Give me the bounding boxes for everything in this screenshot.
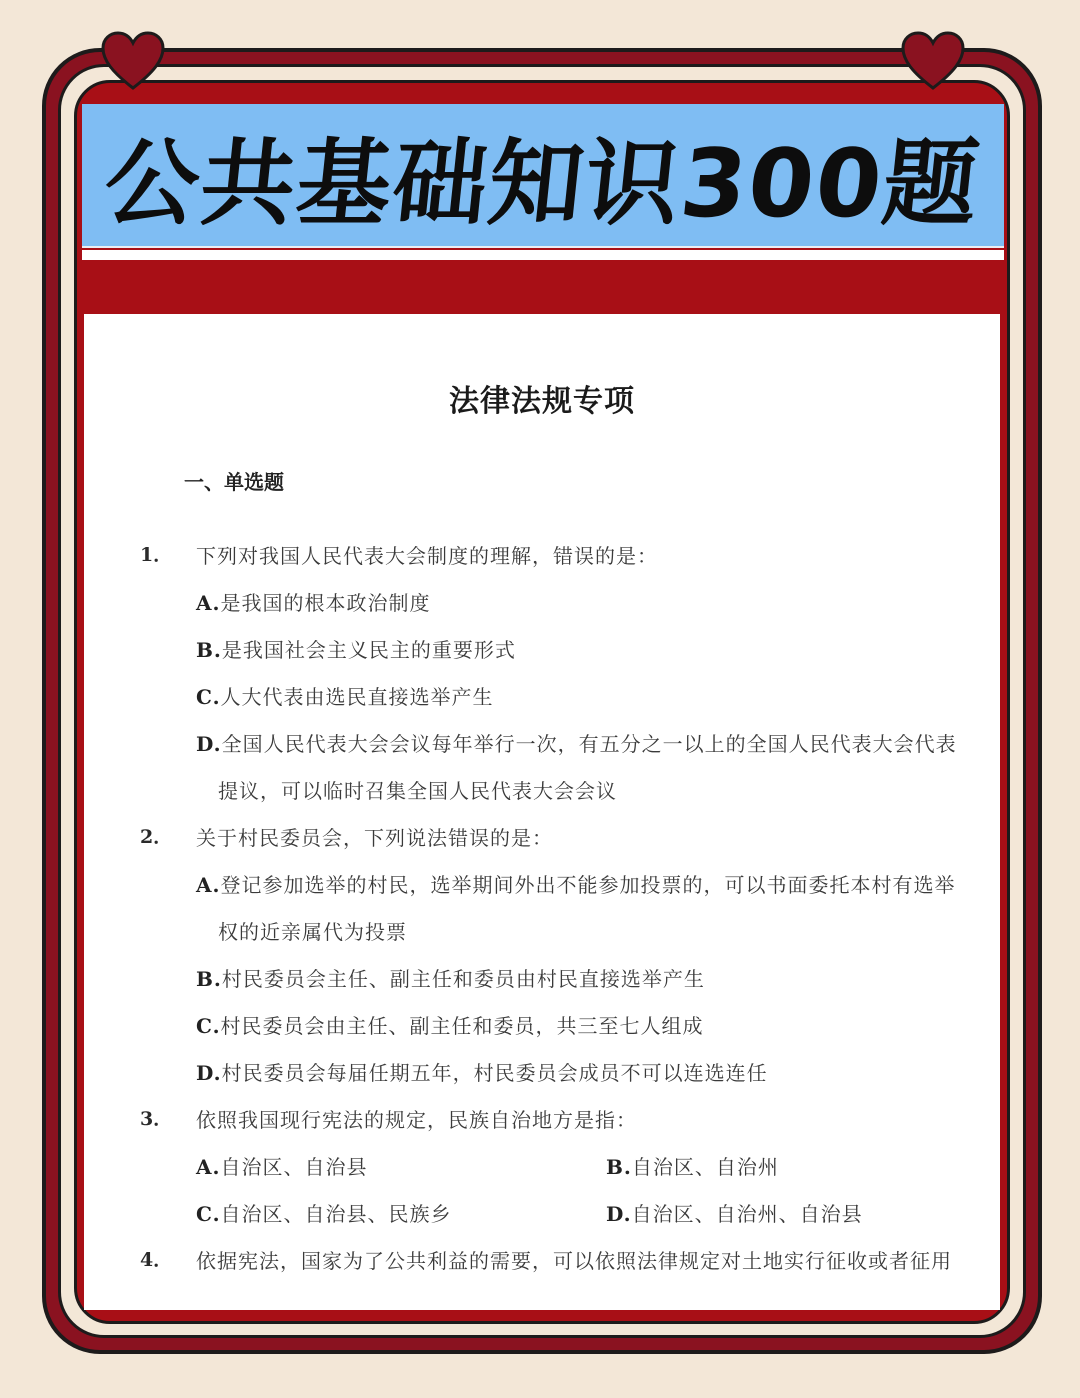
question-3-option-b: B.自治区、自治州 <box>606 1155 779 1179</box>
heart-right-icon <box>900 30 966 92</box>
question-4-number: 4． <box>140 1249 173 1271</box>
question-1-option-c: C.人大代表由选民直接选举产生 <box>196 685 494 709</box>
title-banner <box>82 104 1004 248</box>
question-2-option-a: A.登记参加选举的村民，选举期间外出不能参加投票的，可以书面委托本村有选举 <box>196 873 956 897</box>
question-3-text: 依照我国现行宪法的规定，民族自治地方是指： <box>196 1108 637 1132</box>
question-2-option-c: C.村民委员会由主任、副主任和委员，共三至七人组成 <box>196 1014 704 1038</box>
question-3-option-d: D.自治区、自治州、自治县 <box>606 1202 863 1226</box>
section-heading: 一、单选题 <box>184 470 284 494</box>
question-3-number: 3． <box>140 1108 173 1130</box>
question-1-option-d-continued: 提议，可以临时召集全国人民代表大会会议 <box>218 779 617 803</box>
document-page <box>84 314 1000 1310</box>
page-title: 公共基础知识300题 <box>99 129 985 239</box>
question-4-text: 依据宪法，国家为了公共利益的需要，可以依照法律规定对土地实行征收或者征用 <box>196 1249 952 1273</box>
question-2-option-a-continued: 权的近亲属代为投票 <box>218 920 407 944</box>
question-3-option-c: C.自治区、自治县、民族乡 <box>196 1202 452 1226</box>
question-2-option-d: D.村民委员会每届任期五年，村民委员会成员不可以连选连任 <box>196 1061 768 1085</box>
question-1-text: 下列对我国人民代表大会制度的理解，错误的是： <box>196 544 658 568</box>
question-3-option-a: A.自治区、自治县 <box>196 1155 368 1179</box>
question-1-option-a: A.是我国的根本政治制度 <box>196 591 431 615</box>
heart-left-icon <box>100 30 166 92</box>
question-1-number: 1． <box>140 544 173 566</box>
divider <box>82 250 1004 260</box>
question-2-text: 关于村民委员会，下列说法错误的是： <box>196 826 553 850</box>
question-2-option-b: B.村民委员会主任、副主任和委员由村民直接选举产生 <box>196 967 705 991</box>
question-2-number: 2． <box>140 826 173 848</box>
question-1-option-d: D.全国人民代表大会会议每年举行一次，有五分之一以上的全国人民代表大会代表 <box>196 732 957 756</box>
question-1-option-b: B.是我国社会主义民主的重要形式 <box>196 638 516 662</box>
document-title: 法律法规专项 <box>449 384 635 419</box>
